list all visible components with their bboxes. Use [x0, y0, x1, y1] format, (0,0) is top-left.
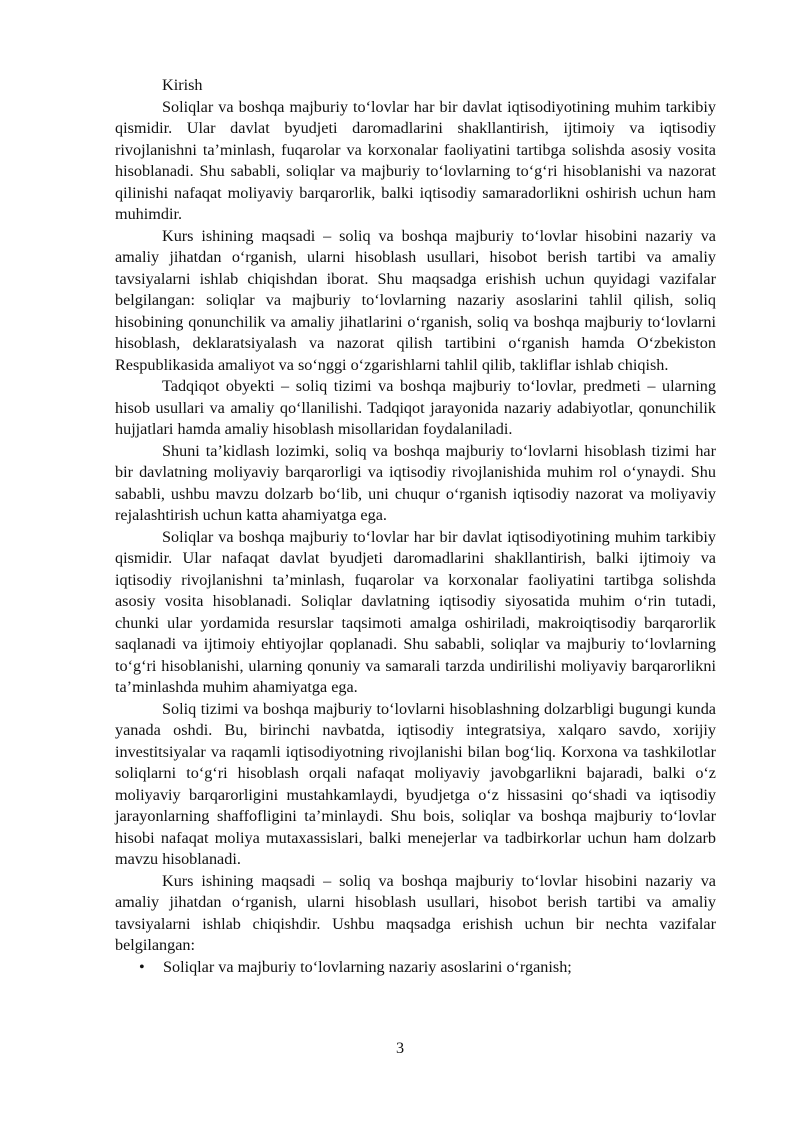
list-item — [115, 957, 716, 979]
bullet-list — [115, 957, 716, 979]
paragraph: Tadqiqot obyekti – soliq tizimi va boshqa majburiy to‘lovlar, predmeti – ularning hisob usullari va amaliy qo‘llanilishi. Tadqiqot jarayonida nazariy adabiyotlar, qonunchilik hujjatlari hamda amaliy hisoblash misollaridan foydalaniladi. — [115, 377, 716, 438]
list-item-text: Soliqlar va majburiy to‘lovlarning nazariy asoslarini o‘rganish; — [163, 957, 572, 976]
paragraph: Soliqlar va boshqa majburiy to‘lovlar har bir davlat iqtisodiyotining muhim tarkibiy qismidir. Ular nafaqat davlat byudjeti daromadlarini shakllantirish, balki ijtimoiy va iqtisodiy rivojlanishni ta’minlash, fuqarolar va korxonalar faoliyatini tartibga solishda asosiy vosita hisoblanadi. Soliqlar davlatning iqtisodiy siyosatida muhim o‘rin tutadi, chunki ular yordamida resurslar taqsimoti amalga oshiriladi, makroiqtisodiy barqarorlik saqlanadi va ijtimoiy ehtiyojlar qoplanadi. Shu sababli, soliqlar va majburiy to‘lovlarning to‘g‘ri hisoblanishi, ularning qonuniy va samarali tarzda undirilishi moliyaviy barqarorlikni ta’minlashda muhim ahamiyatga ega. — [115, 527, 716, 696]
paragraph: Soliqlar va boshqa majburiy to‘lovlar har bir davlat iqtisodiyotining muhim tarkibiy qismidir. Ular davlat byudjeti daromadlarini shakllantirish, ijtimoiy va iqtisodiy rivojlanishni ta’minlash, fuqarolar va korxonalar faoliyatini tartibga solishda asosiy vosita hisoblanadi. Shu sababli, soliqlar va majburiy to‘lovlarning to‘g‘ri hisoblanishi va nazorat qilinishi nafaqat moliyaviy barqarorlik, balki iqtisodiy samaradorlikni oshirish uchun ham muhimdir. — [115, 97, 716, 223]
paragraph: Kurs ishining maqsadi – soliq va boshqa majburiy to‘lovlar hisobini nazariy va amaliy jihatdan o‘rganish, ularni hisoblash usullari, hisobot berish tartibi va amaliy tavsiyalarni ishlab chiqishdan iborat. Shu maqsadga erishish uchun quyidagi vazifalar belgilangan: soliqlar va majburiy to‘lovlarning nazariy asoslarini tahlil qilish, soliq hisobining qonunchilik va amaliy jihatlarini o‘rganish, soliq va boshqa majburiy to‘lovlarni hisoblash, deklaratsiyalash va nazorat qilish tartibini o‘rganish hamda O‘zbekiston Respublikasida amaliyot va so‘nggi o‘zgarishlarni tahlil qilib, takliflar ishlab chiqish. — [115, 226, 716, 374]
page-number: 3 — [395, 1039, 405, 1057]
section-heading: Kirish — [162, 76, 203, 94]
paragraph: Kurs ishining maqsadi – soliq va boshqa majburiy to‘lovlar hisobini nazariy va amaliy jihatdan o‘rganish, ularni hisoblash usullari, hisobot berish tartibi va amaliy tavsiyalarni ishlab chiqishdir. Ushbu maqsadga erishish uchun bir nechta vazifalar belgilangan: — [115, 871, 716, 954]
paragraph: Shuni ta’kidlash lozimki, soliq va boshqa majburiy to‘lovlarni hisoblash tizimi har bir davlatning moliyaviy barqarorligi va iqtisodiy rivojlanishida muhim rol o‘ynaydi. Shu sababli, ushbu mavzu dolzarb bo‘lib, uni chuqur o‘rganish iqtisodiy nazorat va moliyaviy rejalashtirish uchun katta ahamiyatga ega. — [115, 441, 716, 524]
bullet-icon: • — [139, 957, 145, 976]
paragraph: Soliq tizimi va boshqa majburiy to‘lovlarni hisoblashning dolzarbligi bugungi kunda yanada oshdi. Bu, birinchi navbatda, iqtisodiy integratsiya, xalqaro savdo, xorijiy investitsiyalar va raqamli iqtisodiyotning rivojlanishi bilan bog‘liq. Korxona va tashkilotlar soliqlarni to‘g‘ri hisoblash orqali nafaqat moliyaviy javobgarlikni bajaradi, balki o‘z moliyaviy barqarorligini mustahkamlaydi, byudjetga o‘z hissasini qo‘shadi va iqtisodiy jarayonlarning shaffofligini ta’minlaydi. Shu bois, soliqlar va boshqa majburiy to‘lovlar hisobi nafaqat moliya mutaxassislari, balki menejerlar va tadbirkorlar uchun ham dolzarb mavzu hisoblanadi. — [115, 699, 716, 868]
